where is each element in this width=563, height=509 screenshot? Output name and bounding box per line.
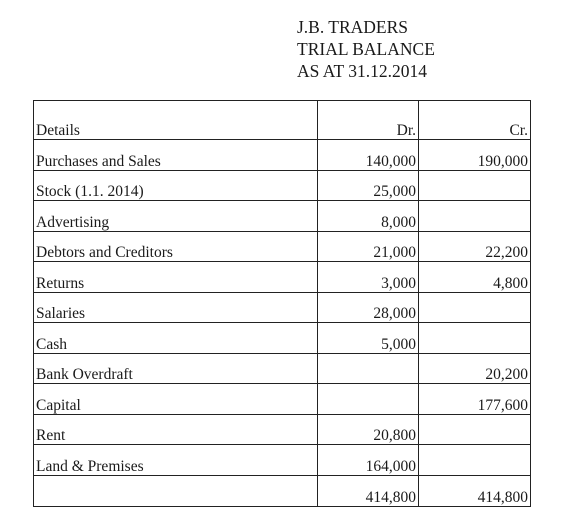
row-details-cell: Salaries (34, 292, 318, 323)
table-row (34, 414, 531, 445)
total-cr-cell: 414,800 (419, 475, 531, 506)
row-dr-cell: 28,000 (318, 292, 419, 323)
row-details-cell: Capital (34, 384, 318, 415)
table-row (34, 140, 531, 171)
row-dr-cell: 5,000 (318, 323, 419, 354)
table-row (34, 384, 531, 415)
totals-row (34, 475, 531, 506)
row-details-cell: Cash (34, 323, 318, 354)
row-dr-cell: 8,000 (318, 201, 419, 232)
trial-balance-table (33, 100, 531, 507)
row-cr-cell (419, 292, 531, 323)
row-cr-cell (419, 323, 531, 354)
row-dr-cell: 164,000 (318, 445, 419, 476)
row-cr-cell (419, 445, 531, 476)
row-cr-cell: 22,200 (419, 231, 531, 262)
row-details-cell: Bank Overdraft (34, 353, 318, 384)
column-header-dr: Dr. (318, 101, 419, 140)
table-row (34, 201, 531, 232)
row-dr-cell (318, 384, 419, 415)
company-name: J.B. TRADERS (297, 17, 409, 37)
document-heading (297, 16, 435, 82)
column-header-cr: Cr. (419, 101, 531, 140)
row-cr-cell: 20,200 (419, 353, 531, 384)
totals-details-cell (34, 475, 318, 506)
row-details-cell: Land & Premises (34, 445, 318, 476)
row-dr-cell: 25,000 (318, 170, 419, 201)
table-row (34, 170, 531, 201)
row-cr-cell: 177,600 (419, 384, 531, 415)
total-dr-cell: 414,800 (318, 475, 419, 506)
table-row (34, 231, 531, 262)
table-header-row (34, 101, 531, 140)
row-cr-cell (419, 201, 531, 232)
row-cr-cell: 190,000 (419, 140, 531, 171)
table-row (34, 445, 531, 476)
document-date: AS AT 31.12.2014 (297, 61, 427, 81)
table-row (34, 353, 531, 384)
table-row (34, 262, 531, 293)
row-details-cell: Advertising (34, 201, 318, 232)
row-dr-cell: 140,000 (318, 140, 419, 171)
row-details-cell: Returns (34, 262, 318, 293)
row-details-cell: Debtors and Creditors (34, 231, 318, 262)
row-details-cell: Stock (1.1. 2014) (34, 170, 318, 201)
table-row (34, 292, 531, 323)
row-details-cell: Rent (34, 414, 318, 445)
row-cr-cell (419, 414, 531, 445)
row-dr-cell: 3,000 (318, 262, 419, 293)
row-dr-cell: 21,000 (318, 231, 419, 262)
row-dr-cell: 20,800 (318, 414, 419, 445)
column-header-details: Details (34, 101, 318, 140)
table-row (34, 323, 531, 354)
document-title: TRIAL BALANCE (297, 39, 435, 59)
row-cr-cell: 4,800 (419, 262, 531, 293)
row-cr-cell (419, 170, 531, 201)
row-details-cell: Purchases and Sales (34, 140, 318, 171)
row-dr-cell (318, 353, 419, 384)
